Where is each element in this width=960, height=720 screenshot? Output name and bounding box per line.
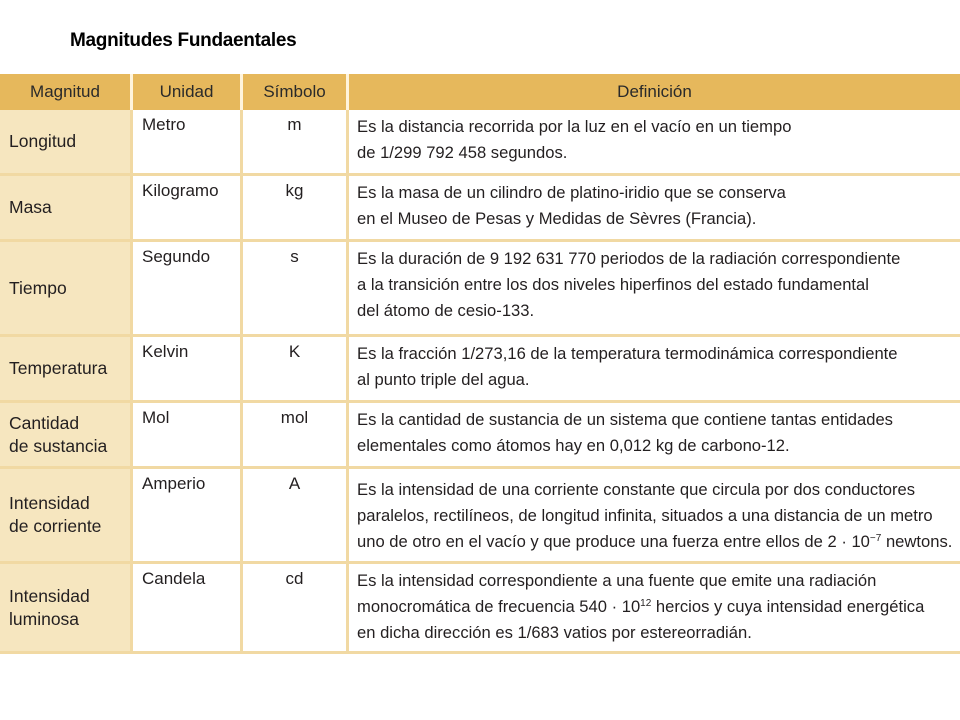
magnitud-text: Intensidad	[9, 585, 90, 606]
definicion-text: hercios y cuya intensidad energética	[651, 597, 925, 616]
definicion-line: al punto triple del agua.	[357, 370, 530, 389]
cell-simbolo: kg	[243, 176, 349, 242]
definicion-line: Es la intensidad de una corriente constante que circula por dos conductores	[357, 480, 916, 499]
header-magnitud: Magnitud	[0, 74, 133, 110]
cell-definicion	[349, 242, 960, 337]
cell-unidad: Kelvin	[133, 337, 243, 403]
cell-unidad: Candela	[133, 564, 243, 654]
cell-magnitud	[0, 337, 133, 403]
definicion-line: Es la duración de 9 192 631 770 periodos de la radiación correspondiente	[357, 249, 901, 268]
cell-magnitud	[0, 469, 133, 564]
cell-magnitud	[0, 176, 133, 242]
cell-unidad: Kilogramo	[133, 176, 243, 242]
magnitud-text: luminosa	[9, 608, 80, 629]
definicion-line: Es la distancia recorrida por la luz en el vacío en un tiempo	[357, 117, 792, 136]
exponent: −7	[869, 533, 882, 544]
header-simbolo: Símbolo	[243, 74, 349, 110]
cell-unidad: Metro	[133, 110, 243, 176]
definicion-line: de 1/299 792 458 segundos.	[357, 143, 568, 162]
table-header-row	[0, 74, 960, 110]
table-row	[0, 242, 960, 337]
cell-magnitud	[0, 403, 133, 469]
table-row	[0, 337, 960, 403]
magnitud-text: Cantidad	[9, 412, 80, 433]
cell-magnitud	[0, 564, 133, 654]
definicion-line: en dicha dirección es 1/683 vatios por estereorradián.	[357, 623, 752, 642]
header-unidad: Unidad	[133, 74, 243, 110]
table-row	[0, 564, 960, 654]
table-row	[0, 403, 960, 469]
cell-magnitud	[0, 110, 133, 176]
cell-definicion	[349, 403, 960, 469]
cell-definicion	[349, 564, 960, 654]
magnitud-text: Longitud	[9, 131, 77, 151]
definicion-text: uno de otro en el vacío y que produce una fuerza entre ellos de 2 · 10	[357, 532, 870, 551]
table-row	[0, 176, 960, 242]
magnitud-text: de corriente	[9, 516, 102, 536]
cell-definicion	[349, 176, 960, 242]
definicion-line: a la transición entre los dos niveles hiperfinos del estado fundamental	[357, 275, 869, 294]
cell-simbolo: s	[243, 242, 349, 337]
definicion-line: Es la intensidad correspondiente a una fuente que emite una radiación	[357, 571, 877, 590]
units-table-container	[0, 74, 960, 654]
definicion-line: Es la masa de un cilindro de platino-iridio que se conserva	[357, 183, 786, 202]
cell-simbolo: m	[243, 110, 349, 176]
units-table	[0, 74, 960, 654]
definicion-line: Es la cantidad de sustancia de un sistema que contiene tantas entidades	[357, 410, 893, 429]
definicion-line: del átomo de cesio-133.	[357, 301, 535, 320]
cell-simbolo: A	[243, 469, 349, 564]
definicion-text: monocromática de frecuencia 540 · 10	[357, 597, 641, 616]
exponent: 12	[640, 598, 652, 609]
magnitud-text: Masa	[9, 197, 52, 217]
definicion-line: Es la fracción 1/273,16 de la temperatura termodinámica correspondiente	[357, 344, 898, 363]
table-row	[0, 110, 960, 176]
definicion-line: en el Museo de Pesas y Medidas de Sèvres (Francia).	[357, 209, 757, 228]
page-title: Magnitudes Fundaentales	[70, 30, 297, 51]
header-definicion: Definición	[349, 74, 960, 110]
magnitud-text: Tiempo	[9, 277, 67, 298]
definicion-line	[357, 529, 960, 555]
magnitud-text: Temperatura	[9, 358, 108, 378]
definicion-line	[357, 594, 960, 620]
definicion-line: elementales como átomos hay en 0,012 kg de carbono-12.	[357, 436, 790, 455]
cell-magnitud	[0, 242, 133, 337]
table-row	[0, 469, 960, 564]
cell-unidad: Amperio	[133, 469, 243, 564]
cell-definicion	[349, 110, 960, 176]
cell-simbolo: K	[243, 337, 349, 403]
cell-simbolo: cd	[243, 564, 349, 654]
cell-simbolo: mol	[243, 403, 349, 469]
magnitud-text: Intensidad	[9, 493, 90, 513]
cell-unidad: Segundo	[133, 242, 243, 337]
cell-definicion	[349, 469, 960, 564]
cell-unidad: Mol	[133, 403, 243, 469]
magnitud-text: de sustancia	[9, 435, 108, 456]
definicion-line: paralelos, rectilíneos, de longitud infinita, situados a una distancia de un metro	[357, 506, 933, 525]
cell-definicion	[349, 337, 960, 403]
definicion-text: newtons.	[881, 532, 953, 551]
